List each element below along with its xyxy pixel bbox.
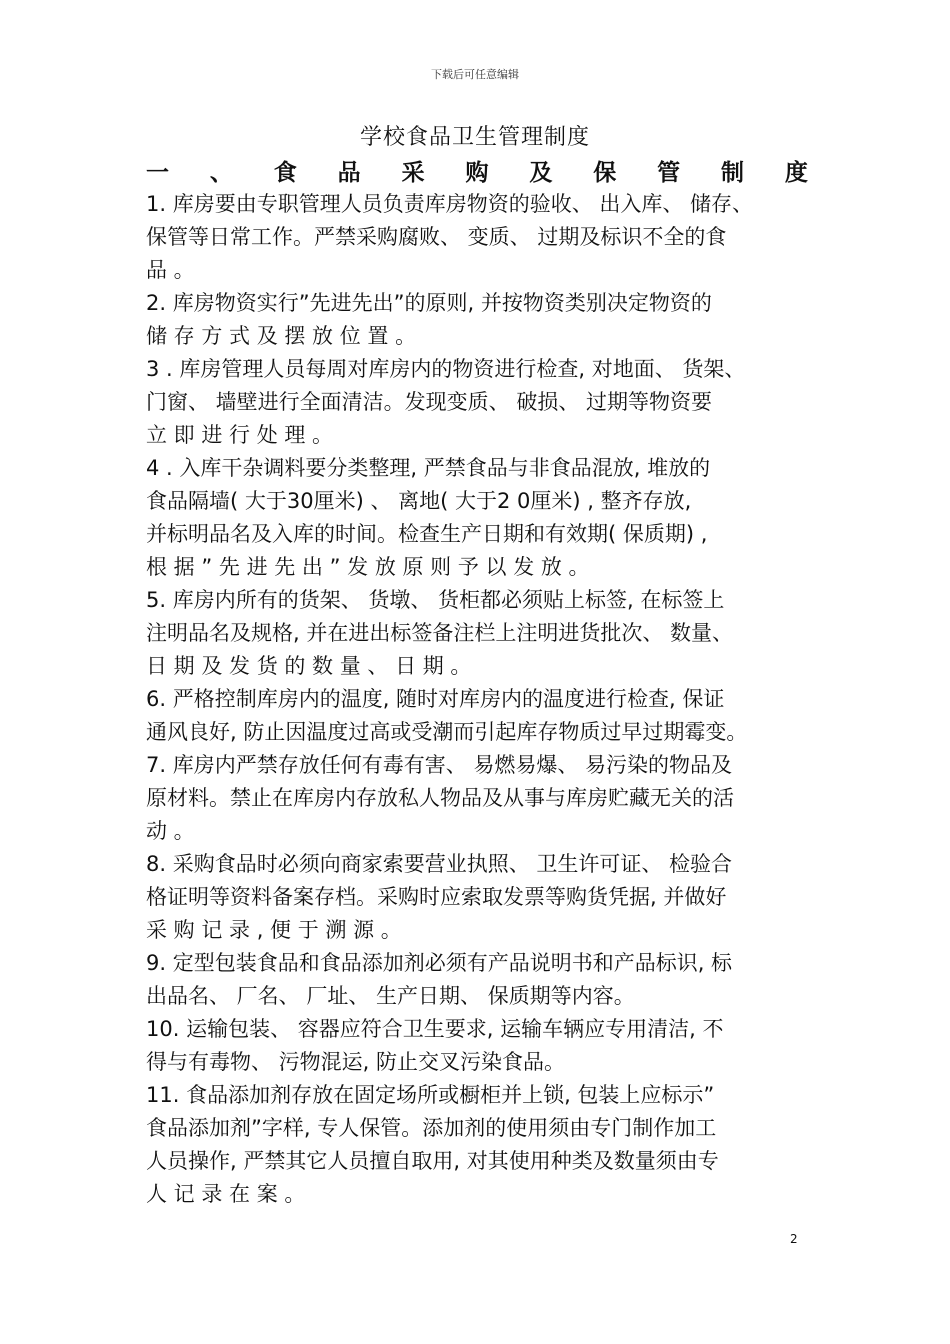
body-line: 注明品名及规格, 并在进出标签备注栏上注明进货批次、 数量、 <box>146 621 734 645</box>
section-heading-char: 购 <box>465 159 489 186</box>
section-heading-char: 管 <box>657 159 681 186</box>
body-line: 得与有毒物、 污物混运, 防止交叉污染食品。 <box>146 1050 566 1074</box>
body-line: 10. 运输包装、 容器应符合卫生要求, 运输车辆应专用清洁, 不 <box>146 1017 724 1041</box>
body-line: 门窗、 墙壁进行全面清洁。发现变质、 破损、 过期等物资要 <box>146 390 713 414</box>
body-line: 品 。 <box>146 258 195 282</box>
section-heading-char: 度 <box>784 159 808 186</box>
section-heading-char: 及 <box>529 159 553 186</box>
body-line: 6. 严格控制库房内的温度, 随时对库房内的温度进行检查, 保证 <box>146 687 725 711</box>
body-line: 人员操作, 严禁其它人员擅自取用, 对其使用种类及数量须由专 <box>146 1149 719 1173</box>
page-header: 下载后可任意编辑 <box>431 68 519 81</box>
body-line: 食品添加剂”字样, 专人保管。添加剂的使用须由专门制作加工 <box>146 1116 717 1140</box>
body-line: 食品隔墙( 大于30厘米) 、 离地( 大于2 0厘米) , 整齐存放, <box>146 489 692 513</box>
section-heading-char: 品 <box>337 159 361 186</box>
body-line: 采 购 记 录 , 便 于 溯 源 。 <box>146 918 402 942</box>
body-line: 11. 食品添加剂存放在固定场所或橱柜并上锁, 包装上应标示” <box>146 1083 715 1107</box>
body-line: 7. 库房内严禁存放任何有毒有害、 易燃易爆、 易污染的物品及 <box>146 753 733 777</box>
section-heading-char: 采 <box>401 159 425 186</box>
body-line: 根 据 ” 先 进 先 出 ” 发 放 原 则 予 以 发 放 。 <box>146 555 590 579</box>
body-line: 9. 定型包装食品和食品添加剂必须有产品说明书和产品标识, 标 <box>146 951 733 975</box>
section-heading-char: 一 <box>146 159 169 186</box>
body-line: 并标明品名及入库的时间。检查生产日期和有效期( 保质期) , <box>146 522 708 546</box>
document-title: 学校食品卫生管理制度 <box>359 125 590 150</box>
body-line: 日 期 及 发 货 的 数 量 、 日 期 。 <box>146 654 472 678</box>
body-line: 原材料。禁止在库房内存放私人物品及从事与库房贮藏无关的活 <box>146 786 734 810</box>
body-line: 保管等日常工作。严禁采购腐败、 变质、 过期及标识不全的食 <box>146 225 727 249</box>
body-line: 1. 库房要由专职管理人员负责库房物资的验收、 出入库、 储存、 <box>146 192 754 216</box>
body-line: 2. 库房物资实行”先进先出”的原则, 并按物资类别决定物资的 <box>146 291 712 315</box>
body-line: 人 记 录 在 案 。 <box>146 1182 306 1206</box>
body-line: 通风良好, 防止因温度过高或受潮而引起库存物质过早过期霉变。 <box>146 720 748 744</box>
section-heading-char: 食 <box>273 159 297 186</box>
section-heading <box>146 154 808 186</box>
body-line: 立 即 进 行 处 理 。 <box>146 423 334 447</box>
body-line: 5. 库房内所有的货架、 货墩、 货柜都必须贴上标签, 在标签上 <box>146 588 725 612</box>
body-line: 4 . 入库干杂调料要分类整理, 严禁食品与非食品混放, 堆放的 <box>146 456 711 480</box>
page-number: 2 <box>790 1232 798 1246</box>
section-heading-char: 、 <box>209 159 233 186</box>
body-line: 8. 采购食品时必须向商家索要营业执照、 卫生许可证、 检验合 <box>146 852 733 876</box>
body-line: 3 . 库房管理人员每周对库房内的物资进行检查, 对地面、 货架、 <box>146 357 746 381</box>
section-heading-char: 保 <box>593 159 617 186</box>
body-line: 格证明等资料备案存档。采购时应索取发票等购货凭据, 并做好 <box>146 885 727 909</box>
body-line: 储 存 方 式 及 摆 放 位 置 。 <box>146 324 417 348</box>
section-heading-char: 制 <box>721 159 745 186</box>
body-line: 动 。 <box>146 819 195 843</box>
body-line: 出品名、 厂名、 厂址、 生产日期、 保质期等内容。 <box>146 984 635 1008</box>
